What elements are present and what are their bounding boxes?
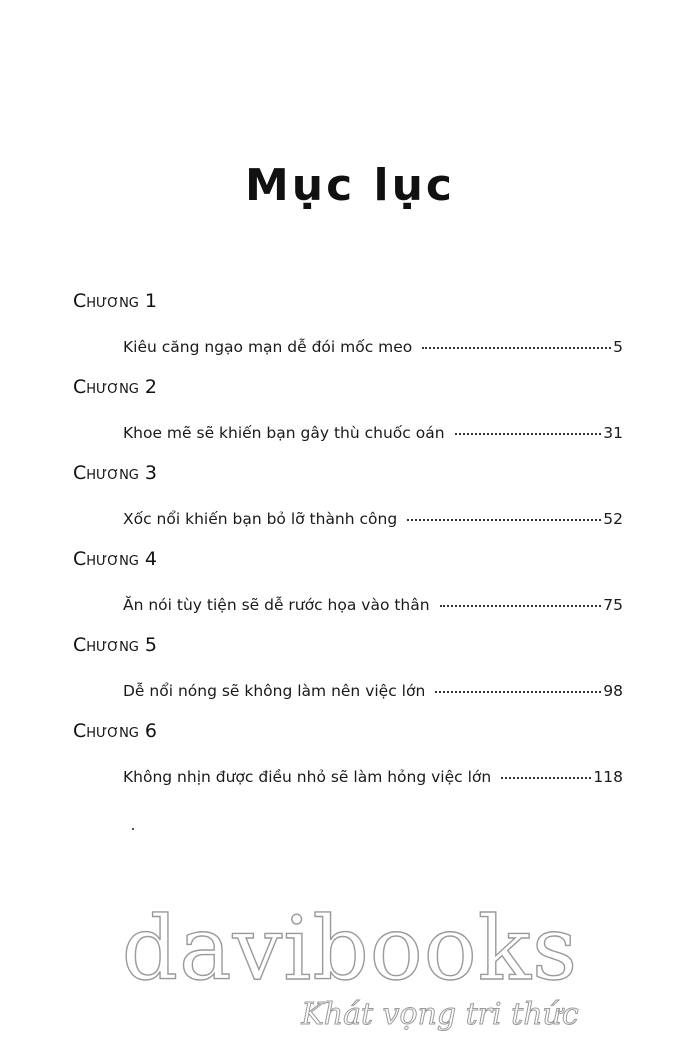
entry-title: Xốc nổi khiến bạn bỏ lỡ thành công xyxy=(123,510,398,528)
chapter-4 xyxy=(73,548,623,634)
toc-entry[interactable] xyxy=(123,338,623,356)
page-number: 5 xyxy=(613,338,623,356)
chapter-heading: Chương 5 xyxy=(73,634,157,656)
page-number: 52 xyxy=(603,510,623,528)
toc-entry[interactable] xyxy=(123,510,623,528)
page-title: Mục lục xyxy=(245,160,455,211)
dot-leader xyxy=(435,691,601,693)
watermark-logo: davibooks xyxy=(121,897,579,1000)
chapter-heading: Chương 3 xyxy=(73,462,157,484)
chapter-1 xyxy=(73,290,623,376)
dot-leader xyxy=(440,605,602,607)
chapter-6 xyxy=(73,720,623,806)
page-number: 118 xyxy=(593,768,623,786)
chapter-5 xyxy=(73,634,623,720)
chapter-2 xyxy=(73,376,623,462)
print-speck xyxy=(132,828,134,830)
toc-entry[interactable] xyxy=(123,682,623,700)
entry-title: Ăn nói tùy tiện sẽ dễ rước họa vào thân xyxy=(123,596,430,614)
dot-leader xyxy=(422,347,611,349)
dot-leader xyxy=(501,777,591,779)
watermark-tagline: Khát vọng tri thức xyxy=(301,997,579,1032)
page-number: 75 xyxy=(603,596,623,614)
entry-title: Khoe mẽ sẽ khiến bạn gây thù chuốc oán xyxy=(123,424,445,442)
toc-entry[interactable] xyxy=(123,768,623,786)
table-of-contents xyxy=(73,290,623,806)
toc-entry[interactable] xyxy=(123,596,623,614)
chapter-heading: Chương 6 xyxy=(73,720,157,742)
dot-leader xyxy=(407,519,601,521)
chapter-heading: Chương 4 xyxy=(73,548,157,570)
page-number: 98 xyxy=(603,682,623,700)
chapter-3 xyxy=(73,462,623,548)
entry-title: Kiêu căng ngạo mạn dễ đói mốc meo xyxy=(123,338,413,356)
chapter-heading: Chương 1 xyxy=(73,290,157,312)
chapter-heading: Chương 2 xyxy=(73,376,157,398)
page-number: 31 xyxy=(603,424,623,442)
entry-title: Không nhịn được điều nhỏ sẽ làm hỏng việc lớn xyxy=(123,768,492,786)
toc-entry[interactable] xyxy=(123,424,623,442)
entry-title: Dễ nổi nóng sẽ không làm nên việc lớn xyxy=(123,682,426,700)
dot-leader xyxy=(455,433,602,435)
